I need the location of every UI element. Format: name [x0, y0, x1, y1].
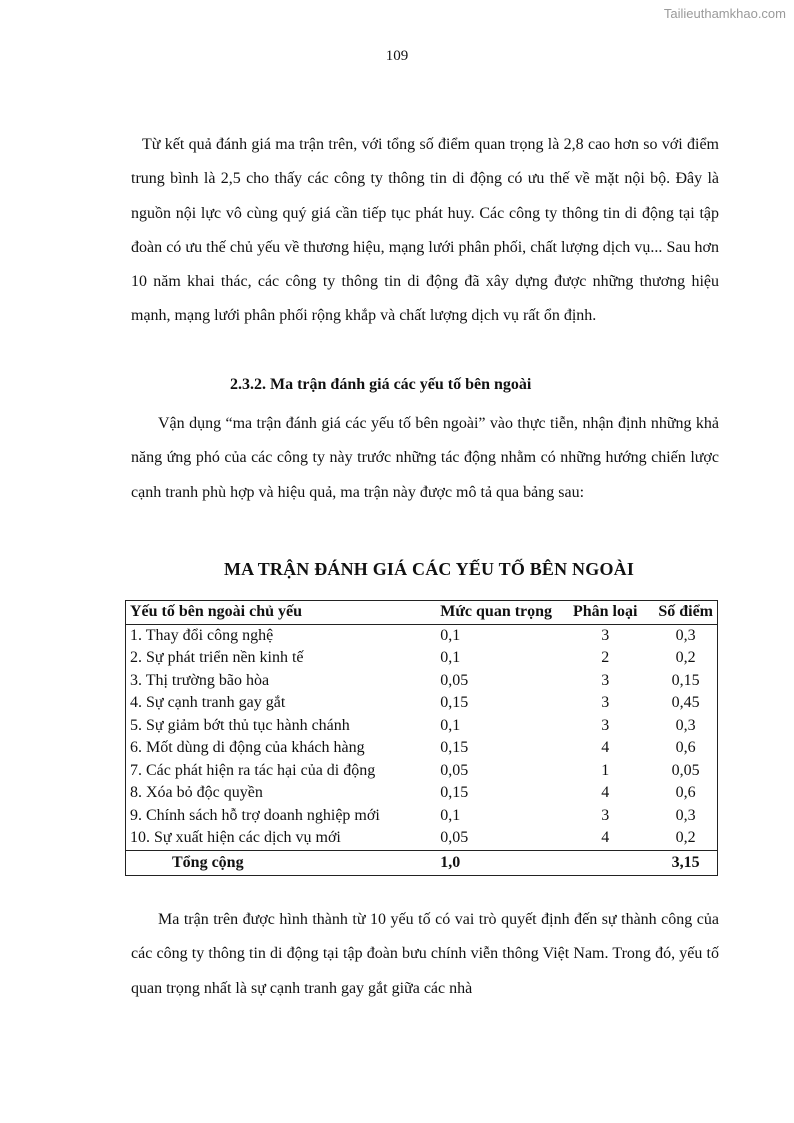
header-weight: Mức quan trọng [440, 603, 553, 621]
weight-cell: 0,1 [440, 626, 461, 644]
table-row [126, 760, 718, 783]
factor-cell: 3. Thị trường bão hòa [130, 671, 270, 689]
weight-cell: 0,1 [440, 806, 461, 824]
factor-cell: 6. Mốt dùng di động của khách hàng [130, 739, 365, 757]
paragraph-method: Vận dụng “ma trận đánh giá các yếu tố bên ngoài” vào thực tiễn, nhận định những khả năng ứng phó của các công ty này trước những tác động nhằm có những hướng chiến lược cạnh tranh phù hợp và hiệu quả, ma trận này được mô tả qua bảng sau: [131, 415, 719, 501]
header-rating: Phân loại [572, 603, 638, 621]
weight-cell: 0,15 [440, 739, 469, 757]
table-row [126, 670, 718, 693]
header-score: Số điểm [658, 603, 713, 621]
score-cell: 0,3 [675, 716, 696, 734]
score-cell: 0,2 [675, 829, 696, 847]
table-row [126, 805, 718, 828]
table-row [126, 624, 718, 647]
table-row [126, 782, 718, 805]
table-total-row [126, 850, 718, 875]
factor-cell: 1. Thay đổi công nghệ [130, 626, 274, 644]
total-rating [556, 850, 654, 875]
factor-cell: 7. Các phát hiện ra tác hại của di động [130, 761, 376, 779]
factor-cell: 5. Sự giảm bớt thủ tục hành chánh [130, 716, 350, 734]
score-cell: 0,6 [675, 784, 696, 802]
rating-cell: 3 [601, 671, 610, 689]
weight-cell: 0,15 [440, 694, 469, 712]
weight-cell: 0,05 [440, 761, 469, 779]
paragraph-intro: Từ kết quả đánh giá ma trận trên, với tổng số điểm quan trọng là 2,8 cao hơn so với điểm trung bình là 2,5 cho thấy các công ty thông tin di động có ưu thế về mặt nội bộ. Đây là nguồn nội lực vô cùng quý giá cần tiếp tục phát huy. Các công ty thông tin di động tại tập đoàn có ưu thế chủ yếu về thương hiệu, mạng lưới phân phối, chất lượng dịch vụ... Sau hơn 10 năm khai thác, các công ty thông tin di động đã xây dựng được những thương hiệu mạnh, mạng lưới phân phối rộng khắp và chất lượng dịch vụ rất ổn định. [131, 136, 719, 325]
factor-cell: 2. Sự phát triển nền kinh tế [130, 649, 304, 667]
rating-cell: 4 [601, 784, 610, 802]
header-factor: Yếu tố bên ngoài chủ yếu [130, 603, 303, 621]
rating-cell: 3 [601, 626, 610, 644]
rating-cell: 4 [601, 829, 610, 847]
paragraph-analysis: Ma trận trên được hình thành từ 10 yếu tố có vai trò quyết định đến sự thành công của các công ty thông tin di động tại tập đoàn bưu chính viễn thông Việt Nam. Trong đó, yếu tố quan trọng nhất là sự cạnh tranh gay gắt giữa các nhà [131, 911, 719, 997]
rating-cell: 3 [601, 694, 610, 712]
score-cell: 0,05 [671, 761, 700, 779]
weight-cell: 0,1 [440, 716, 461, 734]
table-row [126, 647, 718, 670]
factor-cell: 9. Chính sách hỗ trợ doanh nghiệp mới [130, 806, 380, 824]
table-row [126, 715, 718, 738]
score-cell: 0,2 [675, 649, 696, 667]
weight-cell: 0,1 [440, 649, 461, 667]
rating-cell: 2 [601, 649, 610, 667]
table-row [126, 692, 718, 715]
table-header-row [126, 601, 718, 625]
watermark: Tailieuthamkhao.com [663, 6, 786, 21]
factor-cell: 8. Xóa bỏ độc quyền [130, 784, 263, 802]
table-row [126, 827, 718, 850]
section-heading: 2.3.2. Ma trận đánh giá các yếu tố bên ngoài [230, 376, 532, 393]
rating-cell: 1 [601, 761, 610, 779]
score-cell: 0,6 [675, 739, 696, 757]
factor-cell: 4. Sự cạnh tranh gay gắt [130, 694, 286, 712]
weight-cell: 0,15 [440, 784, 469, 802]
rating-cell: 4 [601, 739, 610, 757]
table-row [126, 737, 718, 760]
rating-cell: 3 [601, 716, 610, 734]
score-cell: 0,3 [675, 806, 696, 824]
weight-cell: 0,05 [440, 829, 469, 847]
page-number: 109 [385, 48, 409, 64]
score-cell: 0,3 [675, 626, 696, 644]
score-cell: 0,15 [671, 671, 700, 689]
score-cell: 0,45 [671, 694, 700, 712]
factor-cell: 10. Sự xuất hiện các dịch vụ mới [130, 829, 341, 847]
efe-matrix-table [125, 600, 718, 876]
weight-cell: 0,05 [440, 671, 469, 689]
total-label: Tổng cộng [172, 853, 244, 871]
total-score: 3,15 [671, 853, 700, 871]
table-title: MA TRẬN ĐÁNH GIÁ CÁC YẾU TỐ BÊN NGOÀI [223, 559, 635, 579]
total-weight: 1,0 [440, 853, 461, 871]
rating-cell: 3 [601, 806, 610, 824]
